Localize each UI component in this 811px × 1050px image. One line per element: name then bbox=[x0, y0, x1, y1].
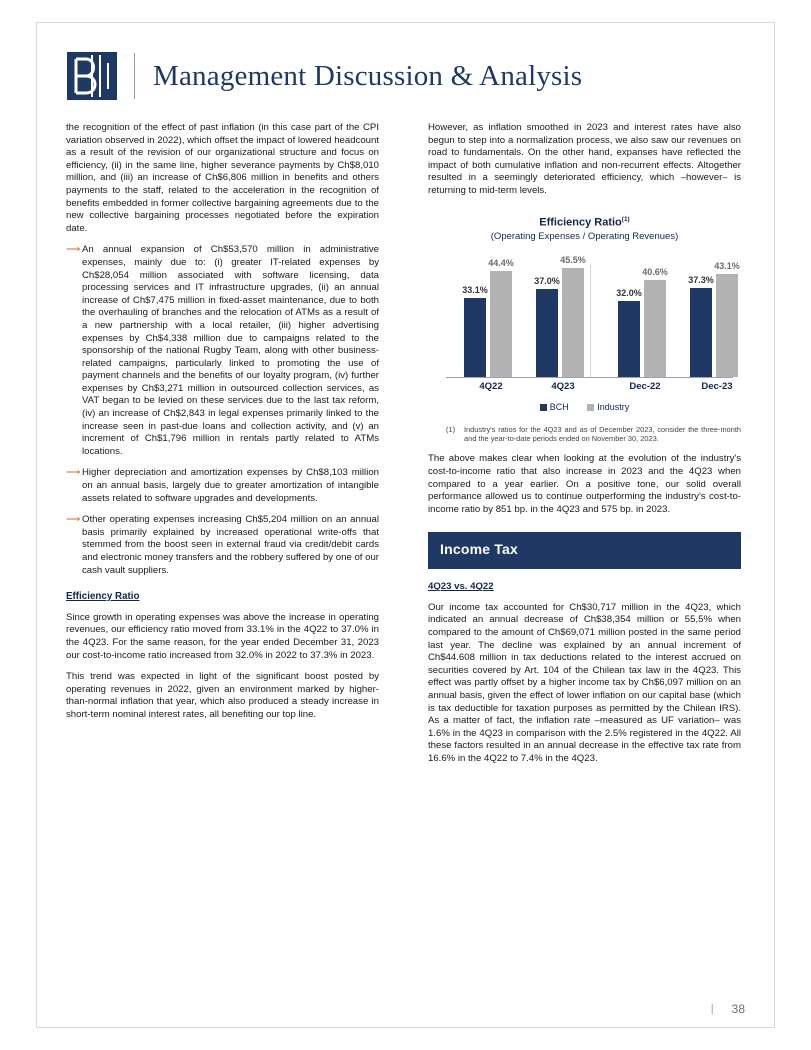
bar-bch bbox=[690, 288, 712, 377]
legend-item-bch bbox=[540, 402, 569, 412]
chart-group bbox=[614, 257, 676, 393]
chart-x-label: 4Q23 bbox=[551, 381, 575, 393]
efficiency-ratio-chart bbox=[428, 214, 741, 444]
bar-bch bbox=[464, 298, 486, 377]
bar-industry bbox=[716, 274, 738, 377]
bullet-item bbox=[66, 467, 379, 505]
bar-label-industry: 44.4% bbox=[488, 257, 514, 268]
right-column bbox=[428, 122, 741, 766]
chart-title-footnote-marker: (1) bbox=[621, 215, 630, 223]
bar-label-industry: 40.6% bbox=[642, 266, 668, 277]
page-title: Management Discussion & Analysis bbox=[153, 59, 583, 92]
footnote-text: Industry's ratios for the 4Q23 and as of December 2023, consider the three-month and the year-to-date periods ended on November 30, 2023. bbox=[464, 425, 741, 444]
paragraph: However, as inflation smoothed in 2023 and interest rates have also begun to step into a normalization process, we also saw our revenues on road to fundamentals. On the other hand, expanses have reflected the impact of both cumulative inflation and non-recurrent effects. Altogether resulted in a seemingly deteriorated efficiency, which –however– is returning to mid-term levels. bbox=[428, 122, 741, 196]
bar-bch bbox=[536, 289, 558, 377]
bar-bch bbox=[618, 301, 640, 377]
chart-group bbox=[532, 254, 594, 393]
chart-plot-area bbox=[446, 254, 740, 393]
bar-label-industry: 43.1% bbox=[714, 260, 740, 271]
chart-x-label: Dec-22 bbox=[629, 381, 661, 393]
page-number: 38 bbox=[731, 1002, 745, 1016]
arrow-icon: ⟶ bbox=[66, 467, 81, 479]
bullet-text: An annual expansion of Ch$53,570 million in administrative expenses, mainly due to: (i) greater IT-related expenses by Ch$28,054 million associated with software licensing, data processing services and IT infrastructure upgrades, (ii) an annual increase of Ch$7,475 million in fixed-asset maintenance, due to both the overhauling of branches and the relocation of ATMs as a result of a new partnership with a local retailer, (iii) higher advertising expenses by Ch$4,338 million due to campaigns related to the sponsorship of the national Rugby Team, along with other business-related campaigns, particularly linked to promoting the use of payment channels and the benefits of our loyalty program, (iv) further expenses by Ch$3,271 million in outsourced collection services, as VAT began to be levied on these services due to the last tax reform, (iv) an increase of Ch$2,843 in legal expenses primarily linked to the increase seen in past-due loans and collection activity, and (v) an increment of Ch$1,796 million in rentals partly related to ATMs locations. bbox=[82, 244, 379, 457]
legend-swatch-industry bbox=[587, 404, 594, 411]
header-divider bbox=[134, 53, 135, 99]
paragraph: Since growth in operating expenses was above the increase in operating revenues, our efficiency ratio moved from 33.1% in the 4Q22 to 37.0% in the 4Q23. For the same reason, for the year ended December 31, 2023 our cost-to-income ratio increased from 32.0% in 2022 to 37.3% in 2023. bbox=[66, 611, 379, 661]
section-heading-efficiency-ratio: Efficiency Ratio bbox=[66, 591, 140, 603]
bank-b-logo bbox=[66, 51, 118, 101]
bar-label-bch: 37.0% bbox=[534, 275, 560, 286]
banner-title: Income Tax bbox=[440, 541, 518, 557]
subsection-heading: 4Q23 vs. 4Q22 bbox=[428, 581, 494, 593]
chart-title-text: Efficiency Ratio bbox=[539, 216, 622, 229]
left-column bbox=[66, 122, 379, 722]
bullet-text: Higher depreciation and amortization expenses by Ch$8,103 million on an annual basis, largely due to greater amortization of intangible assets related to software upgrades and developments. bbox=[82, 467, 379, 504]
section-banner-income-tax bbox=[428, 532, 741, 569]
legend-label-industry: Industry bbox=[597, 401, 630, 412]
footer-separator: | bbox=[710, 1003, 714, 1015]
chart-group bbox=[686, 257, 748, 393]
arrow-icon: ⟶ bbox=[66, 514, 81, 526]
chart-x-label: Dec-23 bbox=[701, 381, 733, 393]
legend-label-bch: BCH bbox=[549, 401, 569, 412]
paragraph: Our income tax accounted for Ch$30,717 million in the 4Q23, which indicated an annual decrease of Ch$38,354 million or 55,5% when compared to the amount of Ch$69,071 million posted in the same period last year. The decline was explained by an annual increment of Ch$44.608 million in tax deductions related to the interest accrued on securities covered by Art. 104 of the Chilean tax law in the 4Q23. This effect was partly offset by a higher income tax by Ch$6,097 million on an annual basis, given the effect of lower inflation on our capital base (which is tax deductible for taxation purposes as permitted by the Chilean IRS). As a matter of fact, the inflation rate –measured as UF variation– was 1.6% in the 4Q23 in comparison with the 2.5% registered in the 4Q22. All these factors resulted in an annual decrease in the effective tax rate from 16.6% in the 4Q22 to 7.4% in the 4Q23. bbox=[428, 601, 741, 765]
arrow-icon: ⟶ bbox=[66, 244, 81, 256]
bullet-item bbox=[66, 244, 379, 458]
page-header bbox=[66, 48, 746, 104]
chart-title bbox=[428, 214, 741, 229]
paragraph: This trend was expected in light of the significant boost posted by operating revenues in 2022, given an environment marked by higher-than-normal inflation that year, which also produced a steady increase in short-term nominal interest rates, all benefiting our top line. bbox=[66, 671, 379, 720]
page-footer bbox=[711, 1002, 745, 1016]
legend-item-industry bbox=[587, 402, 629, 412]
bar-label-bch: 37.3% bbox=[688, 274, 714, 285]
paragraph: The above makes clear when looking at the evolution of the industry's cost-to-income ratio that also increase in 2023 and the 4Q23 when compared to a year earlier. On a positive tone, our solid overall performance allowed us to continue outperforming the industry's cost-to-income ratio by 851 bp. in the 4Q23 and 575 bp. in 2023. bbox=[428, 453, 741, 515]
chart-x-label: 4Q22 bbox=[479, 381, 503, 393]
bar-label-bch: 32.0% bbox=[616, 287, 642, 298]
bullet-item bbox=[66, 514, 379, 577]
intro-paragraph: the recognition of the effect of past inflation (in this case part of the CPI variation observed in 2022), which offset the impact of lowered headcount as a result of the revision of our organizational structure and focus on efficiency, (ii) in the same line, higher severance payments by Ch$8,010 million, and (iii) an increase of Ch$6,806 million in benefits and others payments to the staff, related to the acceleration in the recognition of benefits embedded in former collective bargaining agreements due to the new collective bargaining processes negotiated before the expiration date. bbox=[66, 122, 379, 234]
chart-group bbox=[460, 257, 522, 393]
footnote-number: (1) bbox=[446, 425, 456, 435]
chart-footnote bbox=[428, 425, 741, 443]
chart-subtitle: (Operating Expenses / Operating Revenues) bbox=[490, 230, 679, 242]
chart-legend bbox=[428, 400, 741, 413]
bar-label-bch: 33.1% bbox=[462, 284, 488, 295]
legend-swatch-bch bbox=[540, 404, 547, 411]
bullet-text: Other operating expenses increasing Ch$5,204 million on an annual basis primarily explained by increased operational write-offs that stemmed from the boost seen in external fraud via credit/debit cards and electronic money transfers and the robbery suffered by one of our cash vault suppliers. bbox=[82, 514, 379, 576]
bar-label-industry: 45.5% bbox=[560, 254, 586, 265]
